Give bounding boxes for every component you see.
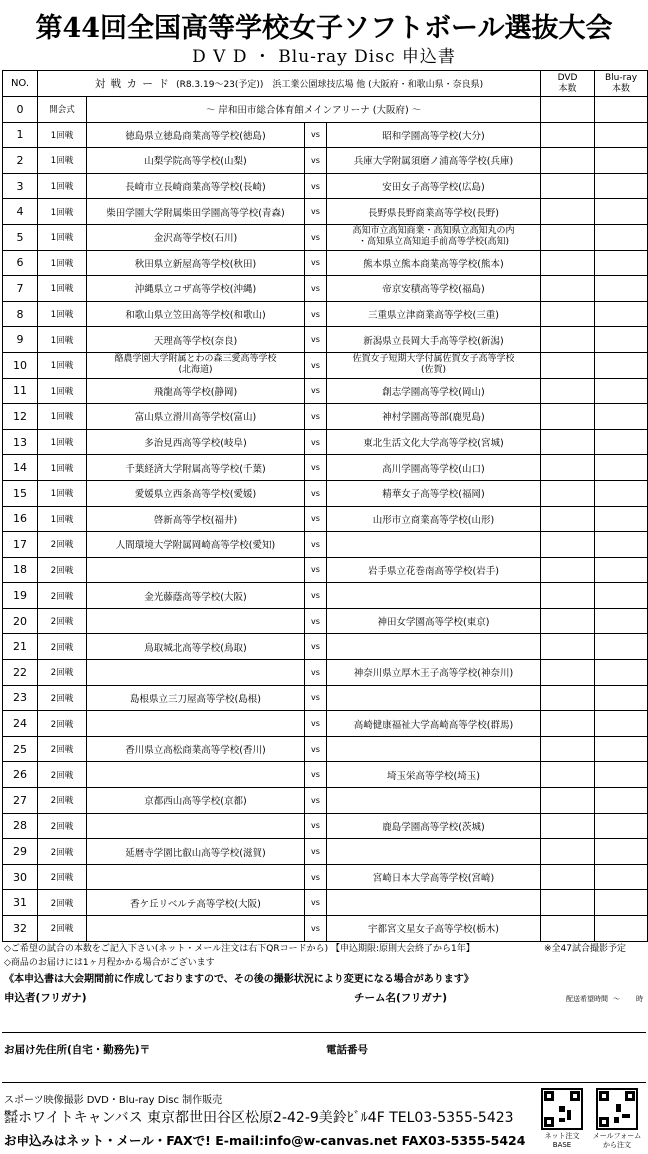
footer-contact xyxy=(4,1131,525,1149)
row-round: 2回戦 xyxy=(38,660,87,686)
team-b: 高知市立高知商業・高知県立高知丸の内 ・高知県立高知追手前高等学校(高知) xyxy=(327,224,541,250)
vs-label: vs xyxy=(305,455,327,481)
match-row xyxy=(3,224,648,250)
team-a xyxy=(87,813,305,839)
dvd-count-cell[interactable] xyxy=(541,352,595,378)
dvd-count-cell[interactable] xyxy=(541,608,595,634)
team-a: 沖縄県立コザ高等学校(沖縄) xyxy=(87,276,305,302)
bluray-count-cell[interactable] xyxy=(595,378,648,404)
match-row xyxy=(3,429,648,455)
dvd-count-cell[interactable] xyxy=(541,583,595,609)
row-round: 1回戦 xyxy=(38,404,87,430)
team-b xyxy=(327,788,541,814)
row-no: 31 xyxy=(3,890,38,916)
row-no: 19 xyxy=(3,583,38,609)
team-b xyxy=(327,634,541,660)
form-divider xyxy=(2,1032,646,1033)
row-no: 1 xyxy=(3,122,38,148)
match-row xyxy=(3,813,648,839)
match-row xyxy=(3,583,648,609)
bluray-count-cell[interactable] xyxy=(595,788,648,814)
team-b: 熊本県立熊本商業高等学校(熊本) xyxy=(327,250,541,276)
row-no: 10 xyxy=(3,352,38,378)
team-a: 金沢高等学校(石川) xyxy=(87,224,305,250)
bluray-count-cell[interactable] xyxy=(595,327,648,353)
match-row xyxy=(3,762,648,788)
match-row xyxy=(3,301,648,327)
dvd-count-cell[interactable] xyxy=(541,532,595,558)
vs-label: vs xyxy=(305,224,327,250)
vs-label: vs xyxy=(305,301,327,327)
match-row xyxy=(3,455,648,481)
row-round: 1回戦 xyxy=(38,276,87,302)
team-a: 島根県立三刀屋高等学校(島根) xyxy=(87,685,305,711)
card-header-detail: (R8.3.19～23(予定)) 浜工業公園球技広場 他 (大阪府・和歌山県・奈良県) xyxy=(176,80,484,90)
row-round: 1回戦 xyxy=(38,122,87,148)
row-no: 0 xyxy=(3,97,38,123)
match-row xyxy=(3,685,648,711)
team-a: 酪農学園大学附属とわの森三愛高等学校 (北海道) xyxy=(87,352,305,378)
team-b xyxy=(327,839,541,865)
row-round: 1回戦 xyxy=(38,173,87,199)
dvd-count-cell[interactable] xyxy=(541,685,595,711)
match-row xyxy=(3,148,648,174)
phone-label: 電話番号 xyxy=(326,1044,368,1056)
vs-label: vs xyxy=(305,711,327,737)
team-a: 延暦寺学園比叡山高等学校(滋賀) xyxy=(87,839,305,865)
team-b: 佐賀女子短期大学付属佐賀女子高等学校 (佐賀) xyxy=(327,352,541,378)
bluray-count-cell[interactable] xyxy=(595,301,648,327)
team-b: 三重県立津商業高等学校(三重) xyxy=(327,301,541,327)
team-b: 鹿島学園高等学校(茨城) xyxy=(327,813,541,839)
dvd-count-cell[interactable] xyxy=(541,404,595,430)
row-round: 2回戦 xyxy=(38,583,87,609)
row-round: 2回戦 xyxy=(38,634,87,660)
vs-label: vs xyxy=(305,864,327,890)
dvd-count-cell[interactable] xyxy=(541,711,595,737)
team-b: 昭和学園高等学校(大分) xyxy=(327,122,541,148)
row-round: 2回戦 xyxy=(38,916,87,942)
row-no: 14 xyxy=(3,455,38,481)
team-a: 和歌山県立笠田高等学校(和歌山) xyxy=(87,301,305,327)
row-no: 4 xyxy=(3,199,38,225)
card-header-title: 対 戦 カ ー ド xyxy=(94,78,170,90)
row-round: 2回戦 xyxy=(38,532,87,558)
row-round: 2回戦 xyxy=(38,788,87,814)
note-total-matches: ※全47試合撮影予定 xyxy=(544,944,626,954)
bluray-count-cell[interactable] xyxy=(595,736,648,762)
dvd-count-cell[interactable] xyxy=(541,813,595,839)
team-a: 長崎市立長崎商業高等学校(長崎) xyxy=(87,173,305,199)
team-b: 安田女子高等学校(広島) xyxy=(327,173,541,199)
bluray-count-cell[interactable] xyxy=(595,660,648,686)
row-round: 2回戦 xyxy=(38,839,87,865)
row-round: 2回戦 xyxy=(38,762,87,788)
delivery-time-unit: 時 xyxy=(636,995,643,1003)
dvd-count-cell[interactable] xyxy=(541,736,595,762)
row-no: 25 xyxy=(3,736,38,762)
team-b: 東北生活文化大学高等学校(宮城) xyxy=(327,429,541,455)
row-no: 2 xyxy=(3,148,38,174)
team-b xyxy=(327,736,541,762)
team-a xyxy=(87,916,305,942)
row-no: 21 xyxy=(3,634,38,660)
team-a: 柴田学園大学附属柴田学園高等学校(青森) xyxy=(87,199,305,225)
match-row xyxy=(3,711,648,737)
page-subtitle: D V D ・ Blu-ray Disc 申込書 xyxy=(192,47,456,67)
team-b: 新潟県立長岡大手高等学校(新潟) xyxy=(327,327,541,353)
team-a xyxy=(87,608,305,634)
team-a: 天理高等学校(奈良) xyxy=(87,327,305,353)
vs-label: vs xyxy=(305,557,327,583)
dvd-count-cell[interactable] xyxy=(541,250,595,276)
row-round: 1回戦 xyxy=(38,378,87,404)
dvd-count-cell[interactable] xyxy=(541,788,595,814)
row-round: 1回戦 xyxy=(38,506,87,532)
vs-label: vs xyxy=(305,506,327,532)
team-b xyxy=(327,532,541,558)
vs-label: vs xyxy=(305,352,327,378)
table-header-row xyxy=(3,71,648,97)
team-b: 神村学園高等部(鹿児島) xyxy=(327,404,541,430)
bluray-count-cell[interactable] xyxy=(595,480,648,506)
row-round: 2回戦 xyxy=(38,608,87,634)
team-b: 高崎健康福祉大学高崎高等学校(群馬) xyxy=(327,711,541,737)
bluray-count-cell[interactable] xyxy=(595,404,648,430)
vs-label: vs xyxy=(305,480,327,506)
bluray-count-cell[interactable] xyxy=(595,455,648,481)
vs-label: vs xyxy=(305,660,327,686)
delivery-time-sep: ～ xyxy=(613,995,620,1003)
vs-label: vs xyxy=(305,173,327,199)
row-round: 2回戦 xyxy=(38,711,87,737)
row-round: 1回戦 xyxy=(38,480,87,506)
row-round: 1回戦 xyxy=(38,224,87,250)
team-b: 神田女学園高等学校(東京) xyxy=(327,608,541,634)
dvd-count-cell[interactable] xyxy=(541,455,595,481)
col-header-bluray: Blu-ray 本数 xyxy=(595,71,648,97)
row-no: 26 xyxy=(3,762,38,788)
team-a xyxy=(87,557,305,583)
vs-label: vs xyxy=(305,404,327,430)
row-no: 22 xyxy=(3,660,38,686)
dvd-count-cell[interactable] xyxy=(541,506,595,532)
row-no: 27 xyxy=(3,788,38,814)
team-b: 埼玉栄高等学校(埼玉) xyxy=(327,762,541,788)
vs-label: vs xyxy=(305,890,327,916)
row-no: 29 xyxy=(3,839,38,865)
team-a: 香ケ丘リベルテ高等学校(大阪) xyxy=(87,890,305,916)
team-b: 長野県長野商業高等学校(長野) xyxy=(327,199,541,225)
vs-label: vs xyxy=(305,762,327,788)
team-a: 山梨学院高等学校(山梨) xyxy=(87,148,305,174)
match-row xyxy=(3,890,648,916)
team-a: 飛龍高等学校(静岡) xyxy=(87,378,305,404)
match-row xyxy=(3,250,648,276)
qr-mailform-caption: メールフォーム から注文 xyxy=(592,1132,642,1149)
match-row xyxy=(3,404,648,430)
dvd-count-cell[interactable] xyxy=(541,97,595,123)
row-no: 16 xyxy=(3,506,38,532)
match-row xyxy=(3,608,648,634)
row-no: 7 xyxy=(3,276,38,302)
row-round: 2回戦 xyxy=(38,557,87,583)
bluray-count-cell[interactable] xyxy=(595,199,648,225)
team-b: 高川学園高等学校(山口) xyxy=(327,455,541,481)
bluray-count-cell[interactable] xyxy=(595,224,648,250)
match-table xyxy=(2,70,648,942)
row-no: 5 xyxy=(3,224,38,250)
team-a: 人間環境大学附属岡崎高等学校(愛知) xyxy=(87,532,305,558)
vs-label: vs xyxy=(305,916,327,942)
row-round: 1回戦 xyxy=(38,250,87,276)
row-round: 2回戦 xyxy=(38,890,87,916)
dvd-count-cell[interactable] xyxy=(541,301,595,327)
row-no: 15 xyxy=(3,480,38,506)
dvd-count-cell[interactable] xyxy=(541,864,595,890)
bluray-count-cell[interactable] xyxy=(595,634,648,660)
dvd-count-cell[interactable] xyxy=(541,480,595,506)
address-label: お届け先住所(自宅・勤務先)〒 xyxy=(4,1044,151,1056)
row-no: 28 xyxy=(3,813,38,839)
row-round: 1回戦 xyxy=(38,352,87,378)
change-notice: 《本申込書は大会期間前に作成しておりますので、その後の撮影状況により変更になる場合があります》 xyxy=(4,974,474,985)
dvd-count-cell[interactable] xyxy=(541,916,595,942)
row-no: 20 xyxy=(3,608,38,634)
team-b: 帝京安積高等学校(福島) xyxy=(327,276,541,302)
team-b: 精華女子高等学校(福岡) xyxy=(327,480,541,506)
row-no: 17 xyxy=(3,532,38,558)
dvd-count-cell[interactable] xyxy=(541,429,595,455)
dvd-count-cell[interactable] xyxy=(541,557,595,583)
match-row xyxy=(3,634,648,660)
row-no: 11 xyxy=(3,378,38,404)
match-row xyxy=(3,736,648,762)
note-line-1: ◇ご希望の試合の本数をご記入下さい(ネット・メール注文は右下QRコードから) 【申込期限:原則大会終了から1年】 xyxy=(4,944,475,954)
row-no: 12 xyxy=(3,404,38,430)
bluray-count-cell[interactable] xyxy=(595,506,648,532)
match-row xyxy=(3,532,648,558)
row-round: 1回戦 xyxy=(38,199,87,225)
team-a: 千葉経済大学附属高等学校(千葉) xyxy=(87,455,305,481)
match-row xyxy=(3,788,648,814)
team-a: 鳥取城北高等学校(鳥取) xyxy=(87,634,305,660)
team-b: 山形市立商業高等学校(山形) xyxy=(327,506,541,532)
vs-label: vs xyxy=(305,327,327,353)
vs-label: vs xyxy=(305,532,327,558)
order-methods: お申込みはネット・メール・FAXで! E-mail:info@w-canvas.net FAX03-5355-5424 xyxy=(4,1133,526,1148)
team-a: 秋田県立新屋高等学校(秋田) xyxy=(87,250,305,276)
team-a: 多治見西高等学校(岐阜) xyxy=(87,429,305,455)
row-round: 開会式 xyxy=(38,97,87,123)
footer-company: ㍿ホワイトキャンバス 東京都世田谷区松原2-42-9美鈴ﾋﾞﾙ4F TEL03-5355-5423 xyxy=(4,1110,514,1126)
match-row xyxy=(3,557,648,583)
bluray-count-cell[interactable] xyxy=(595,608,648,634)
vs-label: vs xyxy=(305,634,327,660)
row-round: 1回戦 xyxy=(38,429,87,455)
team-b: 宮崎日本大学高等学校(宮崎) xyxy=(327,864,541,890)
vs-label: vs xyxy=(305,788,327,814)
bluray-count-cell[interactable] xyxy=(595,839,648,865)
match-row xyxy=(3,916,648,942)
team-name-label: チーム名(フリガナ) xyxy=(354,992,448,1004)
bluray-count-cell[interactable] xyxy=(595,352,648,378)
match-row xyxy=(3,199,648,225)
team-a xyxy=(87,660,305,686)
vs-label: vs xyxy=(305,122,327,148)
row-round: 1回戦 xyxy=(38,301,87,327)
match-row xyxy=(3,327,648,353)
dvd-count-cell[interactable] xyxy=(541,890,595,916)
row-round: 2回戦 xyxy=(38,864,87,890)
vs-label: vs xyxy=(305,148,327,174)
team-a xyxy=(87,864,305,890)
team-a xyxy=(87,762,305,788)
footer-service-line: スポーツ映像撮影 DVD・Blu-ray Disc 制作販売 xyxy=(4,1095,223,1106)
vs-label: vs xyxy=(305,583,327,609)
team-a: 金光藤蔭高等学校(大阪) xyxy=(87,583,305,609)
row-no: 24 xyxy=(3,711,38,737)
footer-divider xyxy=(2,1082,646,1083)
team-a: 愛媛県立西条高等学校(愛媛) xyxy=(87,480,305,506)
row-no: 8 xyxy=(3,301,38,327)
match-row xyxy=(3,352,648,378)
team-b: 岩手県立花巻南高等学校(岩手) xyxy=(327,557,541,583)
bluray-count-cell[interactable] xyxy=(595,532,648,558)
team-a: 徳島県立徳島商業高等学校(徳島) xyxy=(87,122,305,148)
vs-label: vs xyxy=(305,736,327,762)
vs-label: vs xyxy=(305,378,327,404)
bluray-count-cell[interactable] xyxy=(595,173,648,199)
team-a: 富山県立滑川高等学校(富山) xyxy=(87,404,305,430)
bluray-count-cell[interactable] xyxy=(595,813,648,839)
bluray-count-cell[interactable] xyxy=(595,557,648,583)
row-no: 30 xyxy=(3,864,38,890)
vs-label: vs xyxy=(305,608,327,634)
delivery-time-label: 配送希望時間 xyxy=(566,995,608,1003)
match-row xyxy=(3,122,648,148)
row-round: 1回戦 xyxy=(38,148,87,174)
dvd-count-cell[interactable] xyxy=(541,378,595,404)
dvd-count-cell[interactable] xyxy=(541,762,595,788)
match-row xyxy=(3,864,648,890)
dvd-count-cell[interactable] xyxy=(541,148,595,174)
vs-label: vs xyxy=(305,199,327,225)
opening-desc: ～ 岸和田市総合体育館メインアリーナ (大阪府) ～ xyxy=(87,97,541,123)
bluray-count-cell[interactable] xyxy=(595,685,648,711)
col-header-dvd: DVD 本数 xyxy=(541,71,595,97)
row-round: 2回戦 xyxy=(38,685,87,711)
team-a: 香川県立高松商業高等学校(香川) xyxy=(87,736,305,762)
row-round: 1回戦 xyxy=(38,327,87,353)
bluray-count-cell[interactable] xyxy=(595,583,648,609)
vs-label: vs xyxy=(305,839,327,865)
team-b xyxy=(327,583,541,609)
qr-base-caption: ネット注文 BASE xyxy=(544,1132,580,1149)
row-no: 6 xyxy=(3,250,38,276)
col-header-card xyxy=(38,71,541,97)
team-a: 京都西山高等学校(京都) xyxy=(87,788,305,814)
applicant-label: 申込者(フリガナ) xyxy=(4,992,87,1004)
row-no: 32 xyxy=(3,916,38,942)
dvd-count-cell[interactable] xyxy=(541,122,595,148)
match-row xyxy=(3,506,648,532)
row-no: 23 xyxy=(3,685,38,711)
team-a: 啓新高等学校(福井) xyxy=(87,506,305,532)
team-b: 創志学園高等学校(岡山) xyxy=(327,378,541,404)
team-b xyxy=(327,890,541,916)
team-b: 神奈川県立厚木王子高等学校(神奈川) xyxy=(327,660,541,686)
bluray-count-cell[interactable] xyxy=(595,890,648,916)
note-line-2: ◇商品のお届けには1ヶ月程かかる場合がございます xyxy=(4,958,215,968)
row-round: 1回戦 xyxy=(38,455,87,481)
match-row xyxy=(3,378,648,404)
match-row xyxy=(3,839,648,865)
row-no: 18 xyxy=(3,557,38,583)
col-header-no: NO. xyxy=(3,71,38,97)
dvd-count-cell[interactable] xyxy=(541,173,595,199)
match-row xyxy=(3,480,648,506)
bluray-count-cell[interactable] xyxy=(595,762,648,788)
dvd-count-cell[interactable] xyxy=(541,327,595,353)
bluray-count-cell[interactable] xyxy=(595,429,648,455)
match-row xyxy=(3,173,648,199)
vs-label: vs xyxy=(305,813,327,839)
dvd-count-cell[interactable] xyxy=(541,839,595,865)
bluray-count-cell[interactable] xyxy=(595,916,648,942)
opening-row xyxy=(3,97,648,123)
dvd-count-cell[interactable] xyxy=(541,224,595,250)
qr-code-base-icon[interactable] xyxy=(541,1088,583,1130)
dvd-count-cell[interactable] xyxy=(541,199,595,225)
bluray-count-cell[interactable] xyxy=(595,864,648,890)
dvd-count-cell[interactable] xyxy=(541,634,595,660)
dvd-count-cell[interactable] xyxy=(541,276,595,302)
dvd-count-cell[interactable] xyxy=(541,660,595,686)
vs-label: vs xyxy=(305,429,327,455)
vs-label: vs xyxy=(305,276,327,302)
team-b: 宇都宮文星女子高等学校(栃木) xyxy=(327,916,541,942)
row-round: 2回戦 xyxy=(38,813,87,839)
bluray-count-cell[interactable] xyxy=(595,148,648,174)
match-row xyxy=(3,660,648,686)
vs-label: vs xyxy=(305,250,327,276)
page-title: 第44回全国高等学校女子ソフトボール選抜大会 xyxy=(35,13,613,44)
match-row xyxy=(3,276,648,302)
bluray-count-cell[interactable] xyxy=(595,711,648,737)
bluray-count-cell[interactable] xyxy=(595,97,648,123)
row-round: 2回戦 xyxy=(38,736,87,762)
row-no: 13 xyxy=(3,429,38,455)
bluray-count-cell[interactable] xyxy=(595,276,648,302)
bluray-count-cell[interactable] xyxy=(595,122,648,148)
vs-label: vs xyxy=(305,685,327,711)
row-no: 3 xyxy=(3,173,38,199)
team-a xyxy=(87,711,305,737)
bluray-count-cell[interactable] xyxy=(595,250,648,276)
row-no: 9 xyxy=(3,327,38,353)
team-b xyxy=(327,685,541,711)
team-b: 兵庫大学附属須磨ノ浦高等学校(兵庫) xyxy=(327,148,541,174)
qr-code-mailform-icon[interactable] xyxy=(596,1088,638,1130)
